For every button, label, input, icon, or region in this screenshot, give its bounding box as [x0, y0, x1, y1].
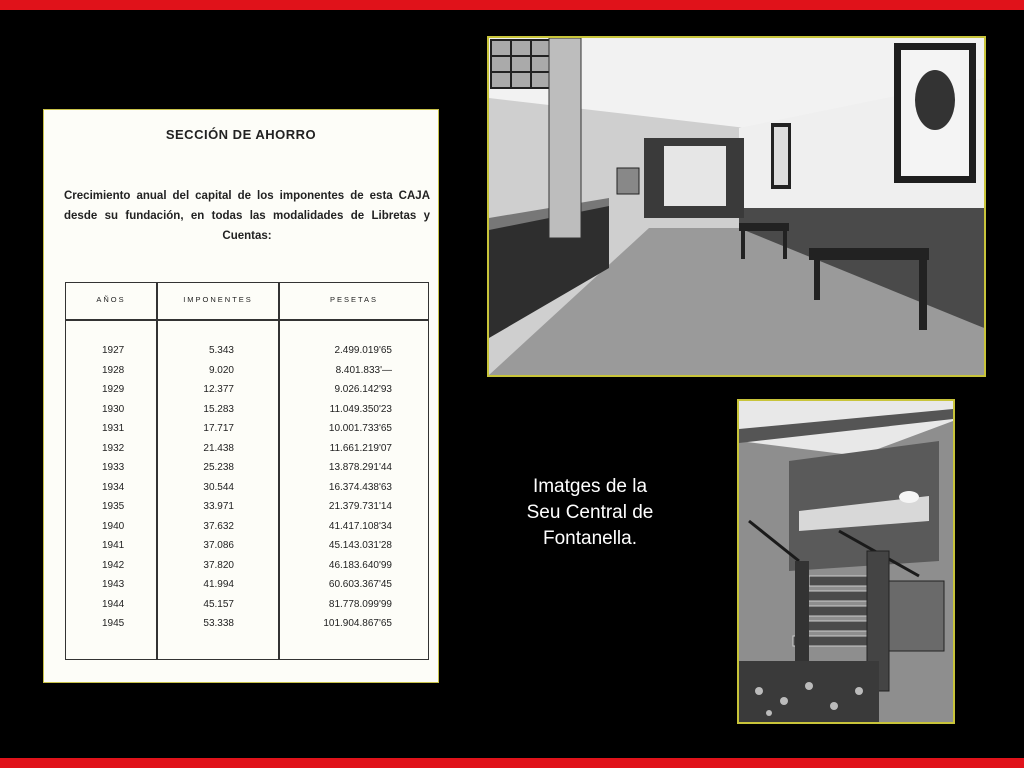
pesetas-cell: 45.143.031'28 [328, 540, 392, 551]
pesetas-cell: 8.401.833'— [335, 364, 392, 376]
table-row [66, 365, 428, 385]
pesetas-cell: 101.904.867'65 [323, 618, 392, 629]
year-cell: 1940 [102, 520, 125, 532]
caption-line-3: Fontanella. [542, 528, 637, 549]
savings-section-document [43, 109, 439, 683]
imponentes-cell: 21.438 [203, 442, 234, 454]
bottom-red-bar [0, 758, 1024, 768]
staircase-photo [737, 399, 955, 724]
pesetas-cell: 16.374.438'63 [328, 481, 392, 493]
table-row [66, 540, 428, 560]
table-row [66, 443, 428, 463]
document-title: SECCIÓN DE AHORRO [165, 127, 317, 142]
year-cell: 1934 [102, 481, 125, 493]
table-row [66, 560, 428, 580]
hallway-photo [487, 36, 986, 377]
imponentes-cell: 12.377 [203, 384, 234, 395]
pesetas-cell: 13.878.291'44 [328, 462, 392, 473]
year-cell: 1941 [102, 540, 125, 551]
imponentes-cell: 33.971 [203, 501, 234, 512]
column-header-years: AÑOS [96, 295, 126, 304]
year-cell: 1944 [102, 598, 125, 610]
header-divider [66, 319, 428, 321]
year-cell: 1935 [102, 501, 125, 512]
imponentes-cell: 37.086 [203, 540, 234, 551]
imponentes-cell: 37.632 [203, 520, 234, 532]
table-row [66, 579, 428, 599]
table-row [66, 521, 428, 541]
pesetas-cell: 81.778.099'99 [328, 598, 392, 610]
pesetas-cell: 60.603.367'45 [328, 579, 392, 590]
year-cell: 1933 [102, 462, 125, 473]
table-row [66, 618, 428, 638]
table-row [66, 482, 428, 502]
year-cell: 1932 [102, 442, 125, 454]
imponentes-cell: 17.717 [203, 423, 234, 434]
imponentes-cell: 30.544 [203, 481, 234, 493]
table-row [66, 501, 428, 521]
year-cell: 1942 [102, 559, 125, 571]
table-row [66, 384, 428, 404]
pesetas-cell: 9.026.142'93 [334, 384, 392, 395]
pesetas-cell: 41.417.108'34 [328, 520, 392, 532]
pesetas-cell: 2.499.019'65 [334, 345, 392, 356]
table-row [66, 462, 428, 482]
year-cell: 1931 [102, 423, 125, 434]
year-cell: 1945 [102, 618, 125, 629]
imponentes-cell: 5.343 [208, 345, 234, 356]
document-intro: Crecimiento anual del capital de los imponentes de esta CAJA desde su fundación, en todas las modalidades de Libretas y Cuentas: [64, 190, 430, 242]
year-cell: 1930 [102, 403, 125, 415]
table-row [66, 345, 428, 365]
imponentes-cell: 15.283 [203, 403, 234, 415]
year-cell: 1928 [102, 364, 125, 376]
imponentes-cell: 41.994 [203, 579, 234, 590]
year-cell: 1927 [102, 345, 125, 356]
year-cell: 1929 [102, 384, 125, 395]
pesetas-cell: 11.661.219'07 [329, 442, 392, 454]
photo-caption [500, 474, 680, 552]
year-cell: 1943 [102, 579, 125, 590]
column-header-imponentes: IMPONENTES [183, 295, 253, 304]
imponentes-cell: 25.238 [203, 462, 234, 473]
table-row [66, 423, 428, 443]
table-body [66, 345, 428, 638]
top-red-bar [0, 0, 1024, 10]
imponentes-cell: 45.157 [203, 598, 234, 610]
column-header-pesetas: PESETAS [329, 295, 379, 304]
imponentes-cell: 9.020 [208, 364, 234, 376]
pesetas-cell: 11.049.350'23 [329, 403, 392, 415]
pesetas-cell: 21.379.731'14 [328, 501, 392, 512]
caption-line-2: Seu Central de [526, 502, 654, 523]
growth-table [65, 282, 429, 660]
table-row [66, 404, 428, 424]
imponentes-cell: 53.338 [203, 618, 234, 629]
pesetas-cell: 10.001.733'65 [328, 423, 392, 434]
imponentes-cell: 37.820 [203, 559, 234, 571]
table-row [66, 599, 428, 619]
caption-line-1: Imatges de la [532, 476, 648, 497]
pesetas-cell: 46.183.640'99 [328, 559, 392, 571]
